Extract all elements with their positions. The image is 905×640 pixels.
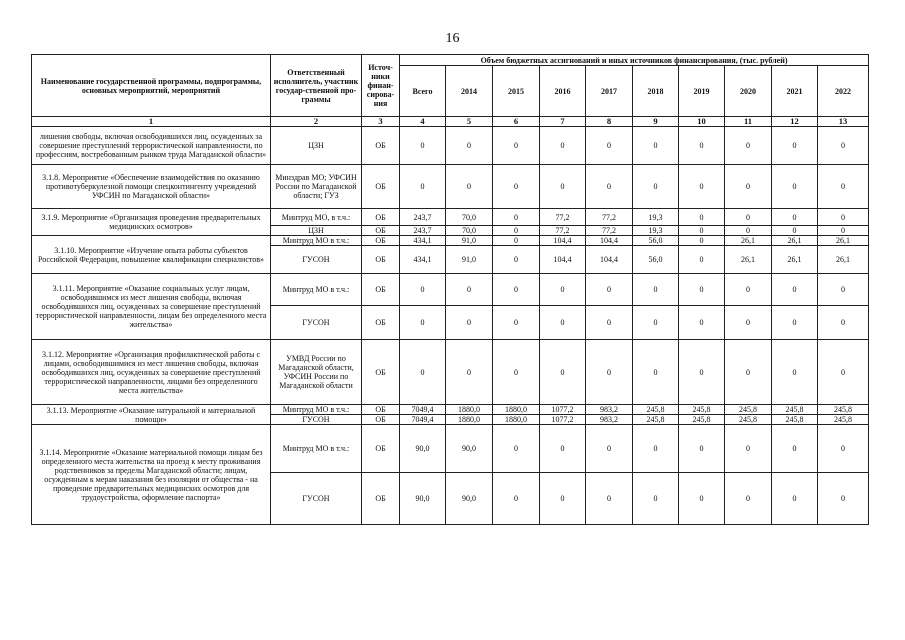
total-cell: 0: [400, 340, 446, 405]
year-value-cell: 1880,0: [446, 405, 493, 415]
year-value-cell: 983,2: [586, 415, 633, 425]
source-cell: ОБ: [362, 165, 400, 209]
year-value-cell: 56,0: [633, 246, 679, 274]
year-value-cell: 70,0: [446, 226, 493, 236]
year-value-cell: 0: [818, 209, 869, 226]
year-value-cell: 77,2: [586, 209, 633, 226]
year-value-cell: 0: [679, 236, 725, 246]
source-cell: ОБ: [362, 405, 400, 415]
source-cell: ОБ: [362, 226, 400, 236]
column-index: 10: [679, 117, 725, 127]
column-index: 8: [586, 117, 633, 127]
executor-cell: Минтруд МО, в т.ч.:: [271, 209, 362, 226]
total-cell: 0: [400, 306, 446, 340]
year-value-cell: 0: [446, 127, 493, 165]
year-value-cell: 19,3: [633, 209, 679, 226]
year-value-cell: 0: [540, 165, 586, 209]
year-value-cell: 0: [679, 246, 725, 274]
page-number: 16: [445, 31, 460, 46]
year-value-cell: 245,8: [818, 405, 869, 415]
source-cell: ОБ: [362, 274, 400, 306]
year-value-cell: 104,4: [586, 236, 633, 246]
year-value-cell: 0: [586, 306, 633, 340]
year-value-cell: 0: [540, 340, 586, 405]
column-index: 13: [818, 117, 869, 127]
year-value-cell: 91,0: [446, 246, 493, 274]
executor-cell: ЦЗН: [271, 127, 362, 165]
header-year: 2019: [679, 66, 725, 117]
table-row: [32, 127, 869, 165]
source-cell: ОБ: [362, 127, 400, 165]
year-value-cell: 0: [772, 127, 818, 165]
year-value-cell: 0: [493, 306, 540, 340]
table-row: [32, 209, 869, 226]
year-value-cell: 1077,2: [540, 415, 586, 425]
column-index: 9: [633, 117, 679, 127]
year-value-cell: 1077,2: [540, 405, 586, 415]
executor-cell: УМВД России по Магаданской области, УФСИН России по Магаданской области: [271, 340, 362, 405]
year-value-cell: 0: [679, 226, 725, 236]
year-value-cell: 0: [493, 425, 540, 473]
year-value-cell: 0: [493, 340, 540, 405]
year-value-cell: 245,8: [725, 405, 772, 415]
table-row: [32, 236, 869, 246]
year-value-cell: 0: [725, 473, 772, 525]
executor-cell: ГУСОН: [271, 246, 362, 274]
total-cell: 434,1: [400, 246, 446, 274]
year-value-cell: 26,1: [772, 246, 818, 274]
year-value-cell: 0: [493, 236, 540, 246]
executor-cell: ЦЗН: [271, 226, 362, 236]
year-value-cell: 0: [493, 246, 540, 274]
year-value-cell: 245,8: [772, 405, 818, 415]
year-value-cell: 0: [818, 165, 869, 209]
total-cell: 243,7: [400, 226, 446, 236]
year-value-cell: 0: [540, 473, 586, 525]
year-value-cell: 1880,0: [446, 415, 493, 425]
year-value-cell: 26,1: [818, 236, 869, 246]
year-value-cell: 0: [725, 209, 772, 226]
year-value-cell: 0: [493, 127, 540, 165]
year-value-cell: 56,0: [633, 236, 679, 246]
year-value-cell: 0: [818, 473, 869, 525]
measure-name: лишения свободы, включая освободившихся лиц, осужденных за совершение преступлений террористической направленности, по профессиям, востребованным рынком труда Магаданской области»: [32, 127, 271, 165]
year-value-cell: 0: [818, 425, 869, 473]
year-value-cell: 0: [586, 473, 633, 525]
year-value-cell: 0: [446, 165, 493, 209]
total-cell: 0: [400, 127, 446, 165]
year-value-cell: 245,8: [633, 405, 679, 415]
year-value-cell: 0: [772, 425, 818, 473]
source-cell: ОБ: [362, 473, 400, 525]
year-value-cell: 104,4: [540, 246, 586, 274]
executor-cell: Минтруд МО в т.ч.:: [271, 405, 362, 415]
year-value-cell: 0: [772, 274, 818, 306]
year-value-cell: 0: [679, 473, 725, 525]
year-value-cell: 0: [633, 127, 679, 165]
year-value-cell: 0: [725, 226, 772, 236]
header-year: 2022: [818, 66, 869, 117]
column-index: 1: [32, 117, 271, 127]
year-value-cell: 70,0: [446, 209, 493, 226]
year-value-cell: 0: [633, 274, 679, 306]
header-year: 2021: [772, 66, 818, 117]
total-cell: 7049,4: [400, 415, 446, 425]
measure-name: 3.1.14. Мероприятие «Оказание материальной помощи лицам без определенного места жительства на проезд к месту проживания родственников за пределы Магаданской области; лицам, осужденным к мерам наказания без изоляции от общества - на проведение предварительных медицинских осмотров для трудоустройства, оформление паспорта»: [32, 425, 271, 525]
column-index: 12: [772, 117, 818, 127]
column-index: 7: [540, 117, 586, 127]
year-value-cell: 77,2: [540, 226, 586, 236]
year-value-cell: 90,0: [446, 425, 493, 473]
year-value-cell: 245,8: [772, 415, 818, 425]
year-value-cell: 0: [633, 306, 679, 340]
year-value-cell: 0: [818, 226, 869, 236]
header-year: 2017: [586, 66, 633, 117]
header-name: Наименование государственной программы, подпрограммы, основных мероприятий, мероприятий: [32, 55, 271, 117]
table-row: [32, 340, 869, 405]
source-cell: ОБ: [362, 236, 400, 246]
year-value-cell: 0: [772, 340, 818, 405]
year-value-cell: 245,8: [818, 415, 869, 425]
year-value-cell: 0: [772, 226, 818, 236]
source-cell: ОБ: [362, 306, 400, 340]
year-value-cell: 0: [493, 226, 540, 236]
year-value-cell: 0: [446, 340, 493, 405]
executor-cell: ГУСОН: [271, 306, 362, 340]
year-value-cell: 104,4: [540, 236, 586, 246]
year-value-cell: 983,2: [586, 405, 633, 415]
column-index: 11: [725, 117, 772, 127]
year-value-cell: 26,1: [725, 236, 772, 246]
total-cell: 7049,4: [400, 405, 446, 415]
year-value-cell: 0: [633, 165, 679, 209]
measure-name: 3.1.10. Мероприятие «Изучение опыта работы субъектов Российской Федерации, повышение квалификации специалистов»: [32, 236, 271, 274]
year-value-cell: 0: [493, 473, 540, 525]
year-value-cell: 0: [772, 306, 818, 340]
year-value-cell: 0: [446, 274, 493, 306]
source-cell: ОБ: [362, 246, 400, 274]
year-value-cell: 245,8: [633, 415, 679, 425]
year-value-cell: 0: [540, 274, 586, 306]
year-value-cell: 0: [818, 127, 869, 165]
executor-cell: ГУСОН: [271, 415, 362, 425]
header-executor: Ответственный исполнитель, участник государ-ственной про-граммы: [271, 55, 362, 117]
source-cell: ОБ: [362, 425, 400, 473]
table-body: [32, 127, 869, 525]
year-value-cell: 0: [493, 209, 540, 226]
year-value-cell: 77,2: [540, 209, 586, 226]
column-index: 2: [271, 117, 362, 127]
year-value-cell: 0: [772, 165, 818, 209]
year-value-cell: 26,1: [772, 236, 818, 246]
column-index: 6: [493, 117, 540, 127]
header-year: 2018: [633, 66, 679, 117]
year-value-cell: 0: [772, 473, 818, 525]
source-cell: ОБ: [362, 340, 400, 405]
total-cell: 243,7: [400, 209, 446, 226]
year-value-cell: 104,4: [586, 246, 633, 274]
year-value-cell: 1880,0: [493, 405, 540, 415]
measure-name: 3.1.9. Мероприятие «Организация проведения предварительных медицинских осмотров»: [32, 209, 271, 236]
source-cell: ОБ: [362, 415, 400, 425]
table-row: [32, 274, 869, 306]
year-value-cell: 0: [633, 473, 679, 525]
year-value-cell: 0: [725, 340, 772, 405]
year-value-cell: 0: [679, 425, 725, 473]
year-value-cell: 0: [493, 274, 540, 306]
total-cell: 0: [400, 274, 446, 306]
year-value-cell: 0: [818, 340, 869, 405]
year-value-cell: 0: [633, 340, 679, 405]
measure-name: 3.1.12. Мероприятие «Организация профилактической работы с лицами, освободившимися из мест лишения свободы, включая освободившихся лиц, осужденных за совершение преступлений террористической направленности, лицами без определенного места жительства»: [32, 340, 271, 405]
year-value-cell: 0: [679, 165, 725, 209]
total-cell: 0: [400, 165, 446, 209]
header-year: 2015: [493, 66, 540, 117]
year-value-cell: 0: [586, 340, 633, 405]
year-value-cell: 0: [679, 127, 725, 165]
column-index: 3: [362, 117, 400, 127]
column-index: 5: [446, 117, 493, 127]
measure-name: 3.1.13. Мероприятие «Оказание натуральной и материальной помощи»: [32, 405, 271, 425]
year-value-cell: 26,1: [725, 246, 772, 274]
year-value-cell: 77,2: [586, 226, 633, 236]
year-value-cell: 0: [586, 165, 633, 209]
year-value-cell: 0: [540, 306, 586, 340]
year-value-cell: 245,8: [679, 405, 725, 415]
table-row: [32, 405, 869, 415]
budget-table: [31, 54, 869, 525]
year-value-cell: 91,0: [446, 236, 493, 246]
year-value-cell: 0: [540, 127, 586, 165]
year-value-cell: 0: [493, 165, 540, 209]
total-cell: 90,0: [400, 473, 446, 525]
source-cell: ОБ: [362, 209, 400, 226]
executor-cell: Минтруд МО в т.ч.:: [271, 425, 362, 473]
year-value-cell: 0: [818, 274, 869, 306]
year-value-cell: 90,0: [446, 473, 493, 525]
year-value-cell: 0: [725, 127, 772, 165]
year-value-cell: 0: [633, 425, 679, 473]
year-value-cell: 0: [679, 274, 725, 306]
total-cell: 90,0: [400, 425, 446, 473]
year-value-cell: 245,8: [725, 415, 772, 425]
executor-cell: ГУСОН: [271, 473, 362, 525]
table-row: [32, 425, 869, 473]
header-year: 2020: [725, 66, 772, 117]
year-value-cell: 0: [725, 306, 772, 340]
year-value-cell: 0: [772, 209, 818, 226]
year-value-cell: 0: [725, 274, 772, 306]
header-year: 2016: [540, 66, 586, 117]
year-value-cell: 19,3: [633, 226, 679, 236]
header-budget-group: Объем бюджетных ассигнований и иных источников финансирования, (тыс. рублей): [400, 55, 869, 66]
year-value-cell: 0: [586, 127, 633, 165]
year-value-cell: 0: [446, 306, 493, 340]
measure-name: 3.1.8. Мероприятие «Обеспечение взаимодействия по оказанию противотуберкулезной помощи спецконтингенту учреждений УФСИН по Магаданской области»: [32, 165, 271, 209]
column-index: 4: [400, 117, 446, 127]
executor-cell: Минтруд МО в т.ч.:: [271, 274, 362, 306]
year-value-cell: 0: [679, 340, 725, 405]
total-cell: 434,1: [400, 236, 446, 246]
year-value-cell: 0: [725, 165, 772, 209]
executor-cell: Минздрав МО; УФСИН России по Магаданской области; ГУЗ: [271, 165, 362, 209]
year-value-cell: 0: [818, 306, 869, 340]
year-value-cell: 0: [679, 306, 725, 340]
table-row: [32, 165, 869, 209]
executor-cell: Минтруд МО в т.ч.:: [271, 236, 362, 246]
header-total: Всего: [400, 66, 446, 117]
year-value-cell: 0: [725, 425, 772, 473]
year-value-cell: 0: [540, 425, 586, 473]
header-year: 2014: [446, 66, 493, 117]
year-value-cell: 0: [586, 274, 633, 306]
measure-name: 3.1.11. Мероприятие «Оказание социальных услуг лицам, освободившимся из мест лишения свободы, включая освободившихся лиц, осужденных за совершение преступлений террористической направленности, лицам без определенного места жительства»: [32, 274, 271, 340]
year-value-cell: 1880,0: [493, 415, 540, 425]
year-value-cell: 26,1: [818, 246, 869, 274]
header-source: Источ-ники финан-сирова-ния: [362, 55, 400, 117]
year-value-cell: 0: [679, 209, 725, 226]
year-value-cell: 245,8: [679, 415, 725, 425]
year-value-cell: 0: [586, 425, 633, 473]
